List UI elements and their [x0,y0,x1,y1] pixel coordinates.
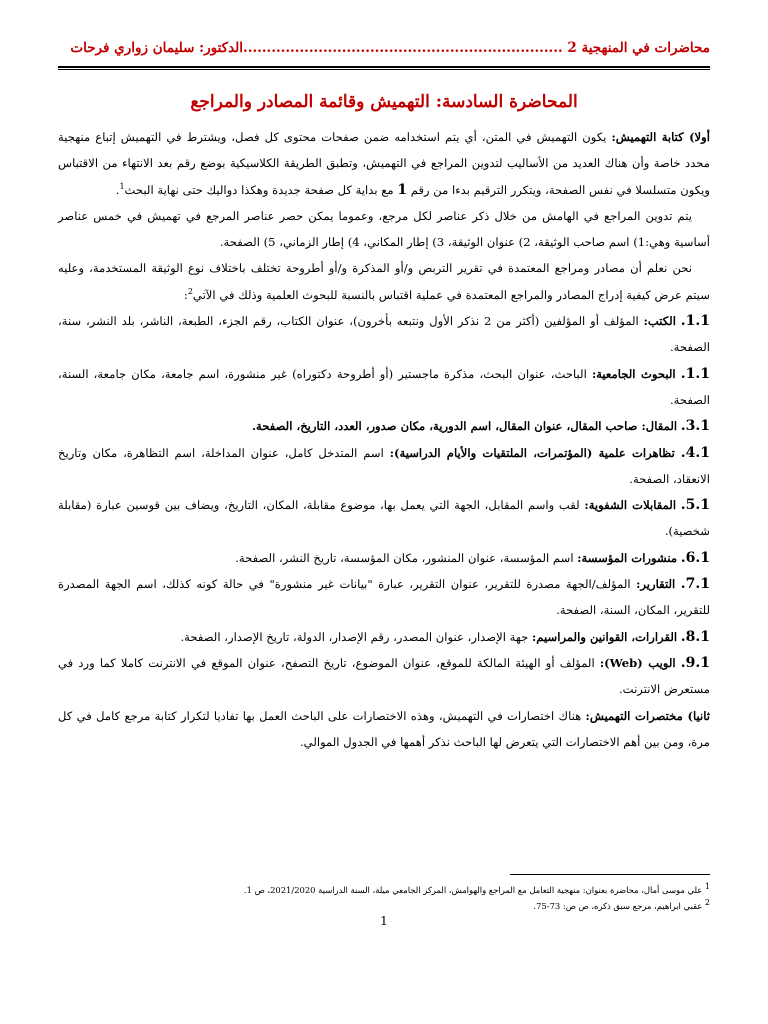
section-second-paragraph [58,703,710,756]
section-first-num: 1 [397,181,408,198]
list-item-theses [58,361,710,414]
item-label: البحوث الجامعية: [591,366,676,381]
item-text: جهة الإصدار، عنوان المصدر، رقم الإصدار، الدولة، تاريخ الإصدار، الصفحة. [180,629,533,644]
item-number: 4.1. [680,444,711,461]
paragraph-sources-end: : [183,287,188,302]
footnote-1 [58,882,710,898]
item-label: الكتب: [643,314,676,329]
item-number: 9.1. [680,654,710,671]
item-number: 6.1. [680,549,710,566]
header-rule [58,66,710,68]
list-item-interviews [58,492,710,545]
section-first-text-end: مع بداية كل صفحة جديدة وهكذا دواليك حتى نهاية البحث [124,182,398,197]
footnote-2 [58,898,710,914]
list-item-laws [58,624,710,650]
section-second-text: هناك اختصارات في التهميش، وهذه الاختصارات على الباحث العمل بها تفاديا لتكرار كتابة مرجع كامل في كل مرة، ومن بين أهم الاختصارات التي يتعرض لها الباحث نذكر أهمها في الجدول الموالي. [58,708,710,749]
section-first-text: يكون التهميش في المتن، أي يتم استخدامه ضمن صفحات محتوى كل فصل، ويشترط في التهميش إتباع منهجية محدد خاصة وأن هناك العديد من الأساليب لتدوين المراجع في التهميش، وتطبق الطريقة الكلاسيكية بوضع رقم بعد الانتهاء من الاقتباس ويكون متسلسلا في نفس الصفحة، ويتكرر الترقيم بدءا من رقم [58,130,710,197]
item-label: المقابلات الشفوية: [584,498,677,513]
item-number: 8.1. [680,628,710,645]
item-text: صاحب المقال، عنوان المقال، اسم الدورية، مكان صدور، العدد، التاريخ، الصفحة. [252,419,642,434]
item-label: القرارات، القوانين والمراسيم: [532,629,678,644]
list-item-books [58,308,710,361]
item-label: التقارير: [636,577,676,592]
section-first-label: أولا) كتابة التهميش: [611,130,710,144]
item-text: المؤلف أو الهيئة المالكة للموقع، عنوان الموضوع، تاريخ التصفح، عنوان الموقع في الانترنت كاملا كما ورد في مستعرض الانترنت. [58,655,710,697]
list-item-reports [58,571,710,624]
item-label: الويب (Web): [599,655,676,670]
item-text: المؤلف أو المؤلفين (أكثر من 2 نذكر الأول ونتبعه بأخرون)، عنوان الكتاب، رقم الجزء، الطبعة، الناشر، بلد النشر، سنة، الصفحة. [58,314,710,355]
item-number: 5.1. [680,497,711,514]
list-item-institution [58,545,710,571]
item-text: اسم المتدخل كامل، عنوان المداخلة، اسم التظاهرة، مكان وتاريخ الانعقاد، الصفحة. [58,445,710,486]
section-second-label: ثانيا) مختصرات التهميش: [585,708,710,723]
item-number: 1.1. [680,313,710,330]
item-number: 3.1. [680,418,710,435]
footnote-number: 2 [704,898,710,908]
item-number: 1.1. [680,365,711,382]
section-first-end: . [115,182,120,197]
footnote-ref-2[interactable]: 2 [187,286,193,296]
item-label: تظاهرات علمية (المؤتمرات، الملتقيات والأيام الدراسية): [389,445,675,460]
page-number: 1 [380,914,388,928]
header-rule-thin [58,69,710,70]
list-item-conferences [58,440,710,493]
document-body [58,124,710,755]
item-label: المقال: [641,419,678,434]
paragraph-sources-text: نحن نعلم أن مصادر ومراجع المعتمدة في تقرير التربص و/أو المذكرة و/أو أطروحة تختلف باختلاف نوع الوثيقة المستخدمة، وعليه سيتم عرض كيفية إدراج المصادر والمراجع المعتمدة في عملية اقتباس بالنسبة للبحوث العلمية وذلك في الآتي [58,261,710,302]
lecture-title: المحاضرة السادسة: التهميش وقائمة المصادر والمراجع [190,92,578,112]
item-label: منشورات المؤسسة: [577,550,678,565]
footnote-text: علي موسى أمال، محاضرة بعنوان: منهجية التعامل مع المراجع والهوامش، المركز الجامعي ميلة، السنة الدراسية 2021/2020، ص 1. [243,885,705,895]
footnote-separator [510,874,710,875]
footnote-ref-1[interactable]: 1 [119,181,125,191]
paragraph-sources [58,255,710,308]
paragraph-elements: يتم تدوين المراجع في الهامش من خلال ذكر عناصر لكل مرجع، وعموما يمكن حصر عناصر المرجع في تهميش في خمس عناصر أساسية وهي:1) اسم صاحب الوثيقة، 2) عنوان الوثيقة، 3) إطار المكاني، 4) إطار الزماني، 5) الصفحة. [58,208,710,250]
page-header: محاضرات في المنهجية 2 ....................................................................الدكتور: سليمان زواري فرحات [70,40,710,56]
item-text: الباحث، عنوان البحث، مذكرة ماجستير (أو أطروحة دكتوراه) غير منشورة، اسم جامعة، مكان جامعة، السنة، الصفحة. [58,366,710,407]
list-item-web [58,650,710,703]
footnotes [58,882,710,914]
section-first-paragraph [58,124,710,203]
list-item-articles [58,413,710,439]
item-text: لقب واسم المقابل، الجهة التي يعمل بها، موضوع مقابلة، المكان، التاريخ، ويضاف بين قوسين عبارة (مقابلة شخصية). [58,498,710,539]
footnote-text: عقبي ابراهيم، مرجع سبق ذكره، ص ص: 73-75. [533,901,705,911]
footnote-number: 1 [704,882,710,892]
item-text: المؤلف/الجهة مصدرة للتقرير، عنوان التقرير، عبارة "بيانات غير منشورة" في حالة كونه كذلك، اسم الجهة المصدرة للتقرير، المكان، السنة، الصفحة. [58,577,710,618]
item-number: 7.1. [680,576,711,593]
item-text: اسم المؤسسة، عنوان المنشور، مكان المؤسسة، تاريخ النشر، الصفحة. [235,550,578,565]
